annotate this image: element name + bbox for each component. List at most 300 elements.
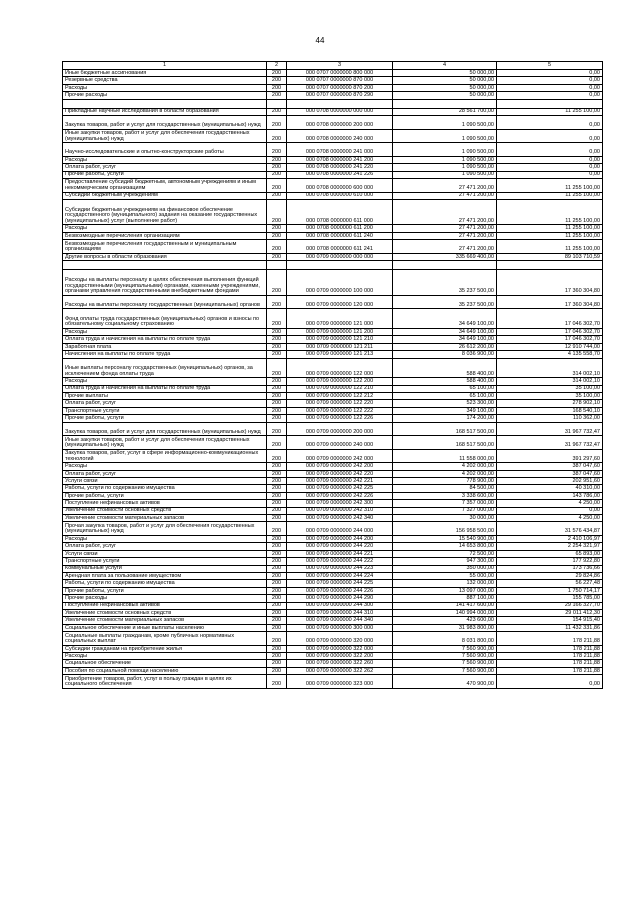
executed-cell: 89 103 710,59 [497, 253, 603, 260]
budget-code-cell: 000 0709 0000000 122 222 [287, 407, 393, 414]
budget-code-cell: 000 0708 0000000 600 000 [287, 178, 393, 192]
executed-cell: 314 002,10 [497, 378, 603, 385]
budget-code-cell: 000 0709 0000000 242 220 [287, 470, 393, 477]
name-cell: Увеличение стоимости материальных запасов [63, 617, 267, 624]
budget-code-cell: 000 0709 0000000 322 000 [287, 645, 393, 652]
approved-cell: 27 471 200,00 [393, 240, 497, 254]
budget-code-cell: 000 0709 0000000 121 200 [287, 329, 393, 336]
executed-cell: 0,00 [497, 115, 603, 129]
approved-cell: 132 000,00 [393, 580, 497, 587]
table-row [63, 609, 603, 616]
name-cell: Расходы [63, 84, 267, 91]
table-row [63, 595, 603, 602]
approved-cell: 27 471 200,00 [393, 178, 497, 192]
budget-code-cell: 000 0709 0000000 242 310 [287, 507, 393, 514]
executed-cell: 0,00 [497, 129, 603, 143]
table-row [63, 336, 603, 343]
table-row [63, 500, 603, 507]
table-row [63, 192, 603, 199]
budget-code-cell: 000 0709 0000000 244 200 [287, 536, 393, 543]
approved-cell: 470 900,00 [393, 675, 497, 689]
budget-code-cell: 000 0707 0000000 800 000 [287, 70, 393, 77]
budget-code-cell: 000 0709 0000000 320 000 [287, 632, 393, 646]
executed-cell: 17 360 304,80 [497, 295, 603, 309]
name-cell: Иные бюджетные ассигнования [63, 70, 267, 77]
table-row [63, 617, 603, 624]
line-code-cell: 200 [267, 351, 287, 358]
budget-code-cell: 000 0709 0000000 242 225 [287, 485, 393, 492]
budget-code-cell: 000 0709 0000000 244 224 [287, 572, 393, 579]
approved-cell: 588 400,00 [393, 378, 497, 385]
executed-cell: 11 432 331,86 [497, 624, 603, 631]
table-row [63, 225, 603, 232]
approved-cell: 13 097 000,00 [393, 587, 497, 594]
budget-code-cell: 000 0708 0000000 240 000 [287, 129, 393, 143]
table-row [63, 572, 603, 579]
line-code-cell: 200 [267, 329, 287, 336]
line-code-cell: 200 [267, 617, 287, 624]
name-cell: Оплата труда и начисления на выплаты по оплате труда [63, 385, 267, 392]
table-row [63, 645, 603, 652]
approved-cell: 35 237 500,00 [393, 295, 497, 309]
budget-code-cell: 000 0709 0000000 244 223 [287, 565, 393, 572]
budget-code-cell: 000 0709 0000000 244 220 [287, 543, 393, 550]
approved-cell: 26 612 200,00 [393, 343, 497, 350]
table-row [63, 240, 603, 254]
executed-cell: 0,00 [497, 84, 603, 91]
approved-cell: 1 090 500,00 [393, 115, 497, 129]
table-row [63, 84, 603, 91]
name-cell: Социальное обеспечение и иные выплаты населению [63, 624, 267, 631]
name-cell: Прочие работы, услуги [63, 587, 267, 594]
line-code-cell: 200 [267, 515, 287, 522]
header-col-5: 5 [497, 62, 603, 70]
approved-cell: 15 540 900,00 [393, 536, 497, 543]
budget-code-cell: 000 0707 0000000 870 200 [287, 84, 393, 91]
approved-cell: 588 400,00 [393, 358, 497, 378]
line-code-cell: 200 [267, 84, 287, 91]
budget-code-cell: 000 0709 0000000 121 213 [287, 351, 393, 358]
line-code-cell: 200 [267, 232, 287, 239]
table-row [63, 143, 603, 157]
executed-cell: 178 211,88 [497, 632, 603, 646]
line-code-cell: 200 [267, 543, 287, 550]
line-code-cell: 200 [267, 422, 287, 436]
name-cell: Арендная плата за пользование имуществом [63, 572, 267, 579]
executed-cell: 17 046 302,70 [497, 309, 603, 329]
budget-code-cell: 000 0709 0000000 122 200 [287, 378, 393, 385]
spacer-cell [267, 261, 287, 270]
approved-cell: 7 357 000,00 [393, 500, 497, 507]
name-cell: Расходы [63, 225, 267, 232]
executed-cell: 110 362,00 [497, 415, 603, 422]
approved-cell: 7 327 000,00 [393, 507, 497, 514]
spacer-cell [63, 261, 267, 270]
executed-cell: 0,00 [497, 164, 603, 171]
line-code-cell: 200 [267, 115, 287, 129]
line-code-cell: 200 [267, 358, 287, 378]
name-cell: Транспортные услуги [63, 558, 267, 565]
executed-cell: 143 786,00 [497, 492, 603, 499]
budget-code-cell: 000 0708 0000000 241 200 [287, 156, 393, 163]
approved-cell: 7 560 900,00 [393, 653, 497, 660]
approved-cell: 27 471 200,00 [393, 192, 497, 199]
line-code-cell: 200 [267, 343, 287, 350]
budget-code-cell: 000 0708 0000000 000 000 [287, 108, 393, 115]
executed-cell: 65 893,00 [497, 550, 603, 557]
name-cell: Расходы [63, 156, 267, 163]
line-code-cell: 200 [267, 632, 287, 646]
name-cell: Работы, услуги по содержанию имущества [63, 580, 267, 587]
line-code-cell: 200 [267, 449, 287, 463]
line-code-cell: 200 [267, 77, 287, 84]
line-code-cell: 200 [267, 522, 287, 536]
name-cell: Услуги связи [63, 550, 267, 557]
approved-cell: 14 653 800,00 [393, 543, 497, 550]
budget-code-cell: 000 0708 0000000 241 226 [287, 171, 393, 178]
executed-cell: 155 785,00 [497, 595, 603, 602]
approved-cell: 27 471 200,00 [393, 199, 497, 225]
budget-code-cell: 000 0709 0000000 000 000 [287, 253, 393, 260]
table-row [63, 171, 603, 178]
name-cell: Безвозмездные перечисления государственным и муниципальным организациям [63, 240, 267, 254]
table-row [63, 309, 603, 329]
name-cell: Социальные выплаты гражданам, кроме публичных нормативных социальных выплат [63, 632, 267, 646]
budget-code-cell: 000 0709 0000000 244 222 [287, 558, 393, 565]
approved-cell: 3 338 600,00 [393, 492, 497, 499]
name-cell: Закупка товаров, работ и услуг для государственных (муниципальных) нужд [63, 115, 267, 129]
table-row [63, 470, 603, 477]
approved-cell: 140 994 000,00 [393, 609, 497, 616]
approved-cell: 65 100,00 [393, 392, 497, 399]
line-code-cell: 200 [267, 164, 287, 171]
table-row [63, 329, 603, 336]
table-row [63, 492, 603, 499]
name-cell: Социальное обеспечение [63, 660, 267, 667]
name-cell: Поступление нефинансовых активов [63, 602, 267, 609]
executed-cell: 29 824,86 [497, 572, 603, 579]
budget-code-cell: 000 0709 0000000 242 000 [287, 449, 393, 463]
approved-cell: 174 200,00 [393, 415, 497, 422]
line-code-cell: 200 [267, 558, 287, 565]
name-cell: Увеличение стоимости материальных запасов [63, 515, 267, 522]
line-code-cell: 200 [267, 309, 287, 329]
table-row [63, 199, 603, 225]
table-row [63, 558, 603, 565]
executed-cell: 11 255 100,00 [497, 199, 603, 225]
spacer-cell [267, 99, 287, 108]
name-cell: Расходы [63, 536, 267, 543]
approved-cell: 1 090 500,00 [393, 156, 497, 163]
header-col-1: 1 [63, 62, 267, 70]
name-cell: Увеличение стоимости основных средств [63, 609, 267, 616]
budget-code-cell: 000 0708 0000000 611 240 [287, 232, 393, 239]
approved-cell: 947 300,00 [393, 558, 497, 565]
name-cell: Оплата работ, услуг [63, 164, 267, 171]
header-col-2: 2 [267, 62, 287, 70]
table-row [63, 415, 603, 422]
name-cell: Расходы на выплаты персоналу в целях обеспечения выполнения функций государственными (муниципальными) органами, казенными учреждениями, органами управления государственными внебюджетными фондами [63, 270, 267, 296]
approved-cell: 168 517 500,00 [393, 436, 497, 450]
name-cell: Расходы [63, 653, 267, 660]
executed-cell: 0,00 [497, 77, 603, 84]
approved-cell: 34 649 100,00 [393, 329, 497, 336]
line-code-cell: 200 [267, 492, 287, 499]
line-code-cell: 200 [267, 156, 287, 163]
approved-cell: 7 560 900,00 [393, 660, 497, 667]
approved-cell: 8 031 800,00 [393, 632, 497, 646]
approved-cell: 50 000,00 [393, 92, 497, 99]
spacer-cell [63, 99, 267, 108]
executed-cell: 168 540,10 [497, 407, 603, 414]
approved-cell: 50 000,00 [393, 70, 497, 77]
table-row [63, 463, 603, 470]
executed-cell: 278 902,10 [497, 400, 603, 407]
budget-code-cell: 000 0709 0000000 200 000 [287, 422, 393, 436]
line-code-cell: 200 [267, 565, 287, 572]
table-row [63, 478, 603, 485]
name-cell: Прочие работы, услуги [63, 492, 267, 499]
budget-code-cell: 000 0709 0000000 122 212 [287, 392, 393, 399]
name-cell: Прочие расходы [63, 595, 267, 602]
spacer-cell [497, 261, 603, 270]
table-row [63, 522, 603, 536]
line-code-cell: 200 [267, 580, 287, 587]
name-cell: Резервные средства [63, 77, 267, 84]
approved-cell: 7 560 900,00 [393, 645, 497, 652]
line-code-cell: 200 [267, 645, 287, 652]
budget-code-cell: 000 0709 0000000 244 340 [287, 617, 393, 624]
budget-code-cell: 000 0709 0000000 244 225 [287, 580, 393, 587]
table-row [63, 550, 603, 557]
table-row [63, 507, 603, 514]
table-row [63, 115, 603, 129]
name-cell: Иные выплаты персоналу государственных (муниципальных) органов, за исключением фонда оплаты труда [63, 358, 267, 378]
budget-code-cell: 000 0709 0000000 322 262 [287, 667, 393, 674]
table-row [63, 351, 603, 358]
budget-code-cell: 000 0709 0000000 242 221 [287, 478, 393, 485]
table-row [63, 392, 603, 399]
budget-code-cell: 000 0709 0000000 122 226 [287, 415, 393, 422]
budget-code-cell: 000 0709 0000000 121 000 [287, 309, 393, 329]
approved-cell: 34 649 100,00 [393, 309, 497, 329]
budget-code-cell: 000 0708 0000000 200 000 [287, 115, 393, 129]
executed-cell: 31 967 732,47 [497, 422, 603, 436]
table-row [63, 653, 603, 660]
table-row [63, 602, 603, 609]
line-code-cell: 200 [267, 595, 287, 602]
approved-cell: 156 958 500,00 [393, 522, 497, 536]
header-col-3: 3 [287, 62, 393, 70]
spacer-row [63, 99, 603, 108]
name-cell: Поступление нефинансовых активов [63, 500, 267, 507]
approved-cell: 4 202 000,00 [393, 470, 497, 477]
approved-cell: 28 561 700,00 [393, 108, 497, 115]
budget-code-cell: 000 0709 0000000 244 000 [287, 522, 393, 536]
table-row [63, 565, 603, 572]
executed-cell: 391 297,60 [497, 449, 603, 463]
name-cell: Оплата работ, услуг [63, 470, 267, 477]
name-cell: Расходы [63, 378, 267, 385]
name-cell: Субсидии гражданам на приобретение жилья [63, 645, 267, 652]
line-code-cell: 200 [267, 385, 287, 392]
name-cell: Расходы на выплаты персоналу государственных (муниципальных) органов [63, 295, 267, 309]
line-code-cell: 200 [267, 609, 287, 616]
executed-cell: 177 922,80 [497, 558, 603, 565]
budget-code-cell: 000 0709 0000000 322 200 [287, 653, 393, 660]
executed-cell: 2 254 321,97 [497, 543, 603, 550]
table-row [63, 378, 603, 385]
name-cell: Транспортные услуги [63, 407, 267, 414]
approved-cell: 27 471 200,00 [393, 225, 497, 232]
approved-cell: 1 090 500,00 [393, 164, 497, 171]
spacer-cell [497, 99, 603, 108]
line-code-cell: 200 [267, 336, 287, 343]
name-cell: Другие вопросы в области образования [63, 253, 267, 260]
budget-code-cell: 000 0707 0000000 870 290 [287, 92, 393, 99]
approved-cell: 8 036 900,00 [393, 351, 497, 358]
executed-cell: 154 915,40 [497, 617, 603, 624]
table-row [63, 580, 603, 587]
executed-cell: 11 255 100,00 [497, 225, 603, 232]
spacer-cell [393, 99, 497, 108]
name-cell: Прочие работы, услуги [63, 171, 267, 178]
executed-cell: 31 576 434,87 [497, 522, 603, 536]
name-cell: Расходы [63, 463, 267, 470]
line-code-cell: 200 [267, 129, 287, 143]
budget-code-cell: 000 0708 0000000 610 000 [287, 192, 393, 199]
executed-cell: 387 047,60 [497, 470, 603, 477]
executed-cell: 314 002,10 [497, 358, 603, 378]
budget-code-cell: 000 0709 0000000 121 210 [287, 336, 393, 343]
executed-cell: 0,00 [497, 92, 603, 99]
table-row [63, 543, 603, 550]
budget-code-cell: 000 0709 0000000 120 000 [287, 295, 393, 309]
budget-code-cell: 000 0709 0000000 240 000 [287, 436, 393, 450]
executed-cell: 12 910 744,00 [497, 343, 603, 350]
line-code-cell: 200 [267, 225, 287, 232]
table-row [63, 92, 603, 99]
line-code-cell: 200 [267, 392, 287, 399]
approved-cell: 887 100,00 [393, 595, 497, 602]
executed-cell: 40 310,00 [497, 485, 603, 492]
approved-cell: 50 000,00 [393, 77, 497, 84]
name-cell: Закупка товаров, работ и услуг для государственных (муниципальных) нужд [63, 422, 267, 436]
line-code-cell: 200 [267, 507, 287, 514]
table-row [63, 400, 603, 407]
executed-cell: 178 211,88 [497, 653, 603, 660]
table-row [63, 587, 603, 594]
line-code-cell: 200 [267, 478, 287, 485]
name-cell: Иные закупки товаров, работ и услуг для обеспечения государственных (муниципальных) нужд [63, 436, 267, 450]
approved-cell: 27 471 200,00 [393, 232, 497, 239]
line-code-cell: 200 [267, 108, 287, 115]
table-row [63, 108, 603, 115]
name-cell: Субсидии бюджетным учреждениям [63, 192, 267, 199]
executed-cell: 31 967 732,47 [497, 436, 603, 450]
name-cell: Безвозмездные перечисления организациям [63, 232, 267, 239]
page-number: 44 [315, 36, 325, 45]
budget-code-cell: 000 0709 0000000 322 260 [287, 660, 393, 667]
budget-code-cell: 000 0709 0000000 100 000 [287, 270, 393, 296]
name-cell: Оплата работ, услуг [63, 400, 267, 407]
executed-cell: 178 211,88 [497, 660, 603, 667]
header-col-4: 4 [393, 62, 497, 70]
line-code-cell: 200 [267, 667, 287, 674]
line-code-cell: 200 [267, 550, 287, 557]
spacer-cell [287, 99, 393, 108]
executed-cell: 35 100,00 [497, 385, 603, 392]
line-code-cell: 200 [267, 400, 287, 407]
executed-cell: 4 250,00 [497, 500, 603, 507]
spacer-cell [393, 261, 497, 270]
approved-cell: 141 417 600,00 [393, 602, 497, 609]
name-cell: Фонд оплаты труда государственных (муниципальных) органов и взносы по обязательному социальному страхованию [63, 309, 267, 329]
executed-cell: 17 046 302,70 [497, 329, 603, 336]
table-row [63, 667, 603, 674]
executed-cell: 2 410 106,97 [497, 536, 603, 543]
line-code-cell: 200 [267, 70, 287, 77]
name-cell: Начисления на выплаты по оплате труда [63, 351, 267, 358]
approved-cell: 778 900,00 [393, 478, 497, 485]
executed-cell: 0,00 [497, 143, 603, 157]
budget-code-cell: 000 0709 0000000 122 000 [287, 358, 393, 378]
table-row [63, 407, 603, 414]
executed-cell: 17 360 304,80 [497, 270, 603, 296]
line-code-cell: 200 [267, 675, 287, 689]
executed-cell: 1 750 714,17 [497, 587, 603, 594]
budget-code-cell: 000 0709 0000000 122 220 [287, 400, 393, 407]
executed-cell: 178 211,88 [497, 667, 603, 674]
line-code-cell: 200 [267, 653, 287, 660]
table-row [63, 77, 603, 84]
table-row [63, 253, 603, 260]
approved-cell: 423 600,00 [393, 617, 497, 624]
line-code-cell: 200 [267, 253, 287, 260]
budget-code-cell: 000 0709 0000000 300 000 [287, 624, 393, 631]
budget-code-cell: 000 0708 0000000 611 200 [287, 225, 393, 232]
budget-code-cell: 000 0709 0000000 121 211 [287, 343, 393, 350]
table-row [63, 422, 603, 436]
approved-cell: 11 558 000,00 [393, 449, 497, 463]
approved-cell: 84 500,00 [393, 485, 497, 492]
line-code-cell: 200 [267, 143, 287, 157]
name-cell: Прочие расходы [63, 92, 267, 99]
table-row [63, 70, 603, 77]
approved-cell: 7 560 900,00 [393, 667, 497, 674]
executed-cell: 11 255 100,00 [497, 192, 603, 199]
executed-cell: 11 255 100,00 [497, 232, 603, 239]
approved-cell: 335 669 400,00 [393, 253, 497, 260]
line-code-cell: 200 [267, 295, 287, 309]
table-row [63, 270, 603, 296]
budget-code-cell: 000 0709 0000000 244 310 [287, 609, 393, 616]
approved-cell: 72 500,00 [393, 550, 497, 557]
line-code-cell: 200 [267, 602, 287, 609]
table-row [63, 624, 603, 631]
executed-cell: 0,00 [497, 70, 603, 77]
approved-cell: 31 983 800,00 [393, 624, 497, 631]
executed-cell: 4 250,00 [497, 515, 603, 522]
spacer-row [63, 261, 603, 270]
name-cell: Пособия по социальной помощи населению [63, 667, 267, 674]
name-cell: Оплата работ, услуг [63, 543, 267, 550]
name-cell: Прикладные научные исследования в области образования [63, 108, 267, 115]
budget-code-cell: 000 0709 0000000 244 221 [287, 550, 393, 557]
executed-cell: 0,00 [497, 156, 603, 163]
line-code-cell: 200 [267, 463, 287, 470]
line-code-cell: 200 [267, 572, 287, 579]
